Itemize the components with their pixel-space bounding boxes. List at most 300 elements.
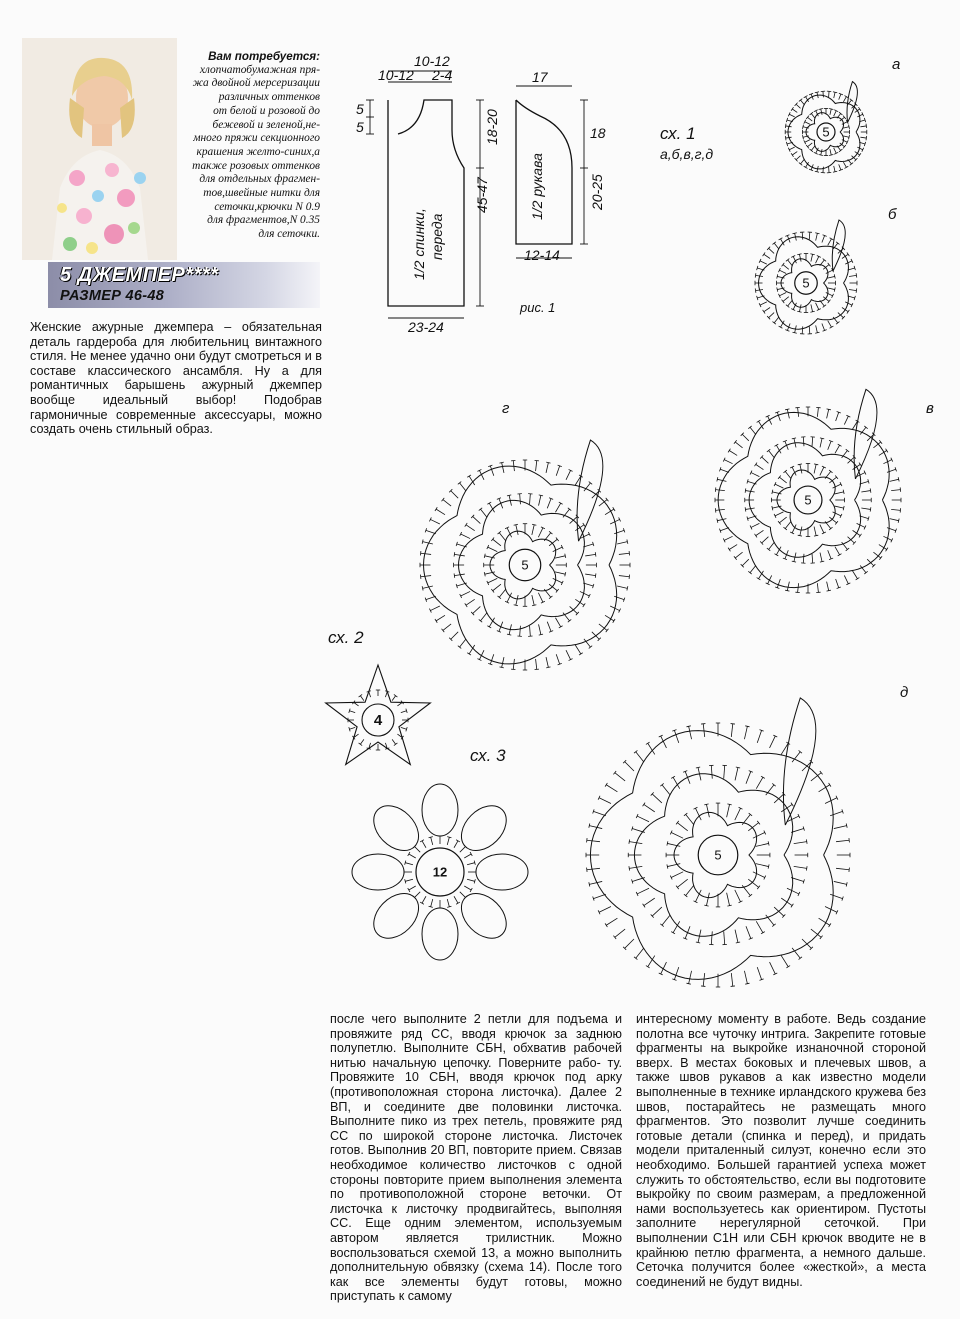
stitch-mark xyxy=(686,726,690,727)
stitch-mark xyxy=(652,907,662,916)
stitch-mark xyxy=(751,523,759,527)
stitch-mark xyxy=(435,507,437,511)
dim-length: 45-47 xyxy=(474,177,490,213)
stitch-mark xyxy=(394,694,398,697)
stitch-mark xyxy=(866,124,867,128)
stitch-mark xyxy=(815,233,819,234)
stitch-mark xyxy=(539,495,541,505)
stitch-mark xyxy=(801,159,805,164)
stitch-mark xyxy=(816,325,818,332)
stitch-mark xyxy=(606,785,617,792)
stitch-mark xyxy=(842,254,848,258)
stitch-mark xyxy=(643,904,645,908)
stitch-mark xyxy=(532,605,536,606)
stitch-mark xyxy=(536,659,537,669)
stitch-mark xyxy=(514,524,518,525)
stitch-mark xyxy=(431,899,433,907)
dim-top-right: 2-4 xyxy=(432,67,453,83)
stitch-mark xyxy=(587,840,600,841)
stitch-mark xyxy=(755,463,757,467)
stitch-mark xyxy=(405,863,413,865)
stitch-mark xyxy=(757,420,761,422)
stitch-mark xyxy=(791,153,793,157)
stitch-mark xyxy=(443,500,451,507)
stitch-mark xyxy=(474,861,475,865)
stitch-mark xyxy=(745,507,746,511)
stitch-mark xyxy=(829,783,831,787)
stitch-mark xyxy=(606,918,617,925)
stitch-mark xyxy=(585,554,595,556)
stitch-mark xyxy=(711,765,712,778)
stitch-mark xyxy=(431,837,433,845)
materials-line: различных оттенков xyxy=(218,91,320,104)
dim-sleeve-bottom: 12-14 xyxy=(524,247,560,263)
stitch-mark xyxy=(836,840,849,841)
materials-line: также розовых оттенков xyxy=(192,159,320,172)
stitch-mark xyxy=(764,308,770,312)
stitch-mark xyxy=(423,542,433,544)
stitch-mark xyxy=(429,906,433,907)
stitch-mark xyxy=(803,125,804,129)
stitch-mark xyxy=(786,126,792,127)
stitch-mark xyxy=(632,878,645,882)
stitch-mark xyxy=(814,464,816,473)
stitch-mark xyxy=(720,469,729,472)
stitch-mark xyxy=(819,785,830,792)
stitch-mark xyxy=(853,530,861,535)
stitch-mark xyxy=(799,254,801,261)
stitch-mark xyxy=(695,808,701,820)
stitch-mark xyxy=(514,605,518,606)
stitch-mark xyxy=(735,767,738,780)
stitch-mark xyxy=(615,773,625,781)
stitch-mark xyxy=(822,236,825,243)
stitch-mark xyxy=(409,886,416,890)
stitch-mark xyxy=(756,777,763,788)
stitch-mark xyxy=(760,302,767,305)
dim-sleeve-len: 20-25 xyxy=(589,174,605,210)
fig-label: рис. 1 xyxy=(520,300,556,315)
stitch-mark xyxy=(816,256,819,263)
stitch-mark xyxy=(589,882,590,886)
stitch-mark xyxy=(736,767,740,768)
stitch-mark xyxy=(834,166,835,172)
stitch-mark xyxy=(696,942,700,943)
stitch-mark xyxy=(808,117,813,121)
stitch-mark xyxy=(532,524,536,525)
stitch-mark xyxy=(846,823,847,827)
stitch-mark xyxy=(753,832,765,838)
materials-line: для фрагментов,N 0.35 xyxy=(207,214,320,227)
stitch-mark xyxy=(436,509,445,515)
scheme1-subtitle: а,б,в,г,д xyxy=(660,146,714,162)
materials-heading: Вам потребуется: xyxy=(208,50,320,63)
stitch-mark xyxy=(735,890,741,902)
stitch-mark xyxy=(652,794,662,803)
stitch-mark xyxy=(887,528,896,531)
stitch-mark xyxy=(671,872,683,878)
stitch-mark xyxy=(843,162,846,167)
stitch-mark xyxy=(890,519,899,521)
stitch-mark xyxy=(802,326,803,333)
stitch-mark xyxy=(360,696,364,701)
stitch-mark xyxy=(870,507,871,511)
stitch-mark xyxy=(835,445,840,453)
leaf-appendage xyxy=(847,82,857,123)
stitch-mark xyxy=(728,548,730,552)
stitch-mark xyxy=(859,463,861,467)
row-number: 5 xyxy=(804,492,812,508)
stitch-mark xyxy=(843,490,844,494)
stitch-mark xyxy=(566,470,571,479)
stitch-mark xyxy=(820,438,824,439)
stitch-mark xyxy=(774,243,779,249)
stitch-mark xyxy=(803,135,804,139)
stitch-mark xyxy=(744,726,747,739)
daisy-petal xyxy=(476,854,528,890)
stitch-mark xyxy=(805,140,810,143)
stitch-mark xyxy=(451,632,458,639)
stitch-mark xyxy=(772,506,773,510)
stitch-mark xyxy=(359,694,363,697)
stitch-mark xyxy=(829,109,833,110)
paragraph: интересному моменту в работе. Ведь создание полотна все чуточку интрига. Закрепите готовые фрагменты на выкройке изнаночной стороной вверх. В местах боковых и плечевых швов, а также швов рукавов а как известно модели выполненные в технике ирландского кружева без швов, постарайтесь не размещать много фрагментов. Это позволит лучше соединить готовые детали (спинка и перед), и придать модели приталенный силуэт, конечно если это необходимо. Большей гарантией успеха может служить то обстоятельство, если вы подготовите выкройку по своим размерам, а предложенной нами воспользуетесь как ориентиром. Пустоты заполните нерегулярной сеточкой. При выполнении С1Н или СБН крючок вводите не в крайнюю петлю фрагмента, а немного дальше. Сеточка получится более «жесткой», а места соединений не будут видны. xyxy=(636,1012,926,1289)
daisy-petal xyxy=(352,854,404,890)
stitch-mark xyxy=(742,559,749,566)
stitch-mark xyxy=(464,886,471,890)
stitch-mark xyxy=(587,868,600,869)
row-number: 5 xyxy=(521,557,529,573)
stitch-mark xyxy=(834,274,835,278)
stitch-mark xyxy=(736,942,740,943)
stitch-mark xyxy=(815,332,819,333)
stitch-mark xyxy=(842,308,848,312)
stitch-mark xyxy=(625,939,634,948)
stitch-mark xyxy=(783,265,789,270)
stitch-mark xyxy=(786,137,792,138)
stitch-mark xyxy=(793,233,797,234)
stitch-mark xyxy=(756,464,764,469)
stitch-mark xyxy=(756,921,763,932)
stitch-mark xyxy=(785,124,786,128)
stitch-mark xyxy=(565,554,566,558)
stitch-mark xyxy=(746,771,751,783)
stitch-mark xyxy=(756,289,763,290)
materials-line: для отдельных фрагмен- xyxy=(199,173,320,186)
stitch-mark xyxy=(793,332,797,333)
stitch-mark xyxy=(890,479,899,481)
stitch-mark xyxy=(816,233,818,240)
stitch-mark xyxy=(474,879,475,883)
stitch-mark xyxy=(735,808,741,820)
stitch-mark xyxy=(826,293,833,296)
stitch-mark xyxy=(556,654,559,664)
stitch-mark xyxy=(802,939,811,948)
stitch-mark xyxy=(828,550,831,559)
stitch-mark xyxy=(856,578,860,580)
stitch-mark xyxy=(792,109,797,112)
stitch-mark xyxy=(811,114,815,119)
stitch-mark xyxy=(499,667,503,668)
stitch-mark xyxy=(695,890,701,902)
stitch-mark xyxy=(768,864,769,868)
stitch-mark xyxy=(814,464,818,465)
stitch-mark xyxy=(820,525,824,533)
stitch-mark xyxy=(435,619,437,623)
stitch-mark xyxy=(401,727,407,729)
stitch-mark xyxy=(781,898,792,905)
stitch-mark xyxy=(465,603,467,607)
stitch-mark xyxy=(467,863,475,865)
stitch-mark xyxy=(827,409,829,418)
stitch-mark xyxy=(614,530,624,533)
stitch-mark xyxy=(436,615,445,621)
stitch-mark xyxy=(546,667,550,668)
stitch-mark xyxy=(810,254,814,255)
stitch-mark xyxy=(546,462,550,463)
stitch-mark xyxy=(827,288,834,290)
stitch-mark xyxy=(833,484,841,488)
text-column-1 xyxy=(30,320,322,437)
stitch-mark xyxy=(735,442,742,448)
materials-line: для сеточки. xyxy=(258,228,320,241)
stitch-mark xyxy=(757,578,761,580)
stitch-mark xyxy=(834,148,837,153)
stitch-mark xyxy=(717,519,718,523)
stitch-mark xyxy=(849,135,850,139)
stitch-mark xyxy=(349,711,355,713)
stitch-mark xyxy=(792,561,796,562)
stitch-mark xyxy=(632,829,645,833)
stitch-mark xyxy=(490,654,493,664)
stitch-mark xyxy=(502,657,504,667)
stitch-mark xyxy=(546,463,548,473)
stitch-mark xyxy=(785,409,789,410)
stitch-mark xyxy=(777,412,780,421)
stitch-mark xyxy=(779,270,786,273)
stitch-mark xyxy=(454,573,455,577)
stitch-mark xyxy=(553,578,562,583)
stitch-mark xyxy=(785,471,791,478)
stitch-mark xyxy=(820,553,822,562)
stitch-mark xyxy=(727,893,730,906)
stitch-mark xyxy=(751,473,759,477)
stitch-mark xyxy=(791,803,793,807)
stitch-mark xyxy=(686,885,694,895)
stitch-mark xyxy=(460,847,466,853)
stitch-mark xyxy=(426,530,436,533)
stitch-mark xyxy=(467,475,471,477)
stitch-mark xyxy=(808,143,813,147)
stitch-mark xyxy=(794,866,807,868)
stitch-mark xyxy=(835,506,844,508)
stitch-mark xyxy=(774,317,779,323)
stitch-mark xyxy=(800,527,802,536)
stitch-mark xyxy=(369,691,371,697)
stitch-mark xyxy=(820,467,824,475)
stitch-mark xyxy=(555,572,565,574)
stitch-mark xyxy=(849,125,850,129)
scheme3-title: сх. 3 xyxy=(470,746,506,765)
stitch-mark xyxy=(724,765,725,778)
stitch-mark xyxy=(555,503,560,512)
stitch-mark xyxy=(799,304,801,311)
stitch-mark xyxy=(763,252,765,256)
stitch-mark xyxy=(430,519,439,524)
stitch-mark xyxy=(589,826,602,829)
stitch-mark xyxy=(836,412,839,421)
scheme-label-b: б xyxy=(888,206,897,223)
stitch-mark xyxy=(729,545,737,550)
stitch-mark xyxy=(422,896,426,903)
stitch-mark xyxy=(706,893,709,906)
stitch-mark xyxy=(555,618,560,627)
stitch-mark xyxy=(575,645,581,654)
row-number: 5 xyxy=(822,124,830,140)
stitch-mark xyxy=(836,579,839,588)
stitch-mark xyxy=(820,561,824,562)
stitch-mark xyxy=(757,967,761,979)
stitch-mark xyxy=(755,273,756,277)
stitch-mark xyxy=(499,589,506,597)
stitch-mark xyxy=(835,547,840,555)
stitch-mark xyxy=(853,571,858,579)
stitch-mark xyxy=(614,596,624,599)
back-label-2: переда xyxy=(429,213,445,260)
stitch-mark xyxy=(467,879,475,881)
scheme2-title: сх. 2 xyxy=(328,628,364,647)
materials-line: тов,швейные нитки для xyxy=(203,187,320,200)
stitch-mark xyxy=(731,724,732,737)
stitch-mark xyxy=(589,823,590,827)
stitch-mark xyxy=(646,742,650,744)
stitch-mark xyxy=(745,983,749,984)
stitch-mark xyxy=(605,923,607,927)
stitch-mark xyxy=(461,591,470,596)
stitch-mark xyxy=(787,409,789,418)
stitch-mark xyxy=(856,273,857,277)
stitch-mark xyxy=(834,92,835,98)
stitch-mark xyxy=(833,92,837,93)
stitch-mark xyxy=(686,983,690,984)
stitch-mark xyxy=(802,232,803,239)
stitch-mark xyxy=(532,525,534,535)
stitch-mark xyxy=(858,107,860,111)
stitch-mark xyxy=(805,122,810,125)
stitch-mark xyxy=(696,767,700,768)
stitch-mark xyxy=(461,534,470,539)
stitch-mark xyxy=(499,462,503,463)
dim-sleeve-top: 17 xyxy=(532,69,548,85)
stitch-mark xyxy=(788,300,793,306)
stitch-mark xyxy=(834,111,837,116)
stitch-mark xyxy=(789,147,794,150)
stitch-mark xyxy=(729,451,737,456)
stitch-mark xyxy=(728,449,730,453)
stitch-mark xyxy=(866,136,867,140)
stitch-mark xyxy=(629,842,642,844)
stitch-mark xyxy=(834,287,835,291)
stitch-mark xyxy=(667,864,668,868)
stitch-mark xyxy=(530,494,531,504)
stitch-mark xyxy=(810,311,814,312)
stitch-mark xyxy=(636,752,644,762)
stitch-mark xyxy=(385,691,387,697)
stitch-mark xyxy=(828,321,832,327)
stitch-mark xyxy=(539,624,541,634)
dim-armhole: 18-20 xyxy=(484,109,500,145)
stitch-mark xyxy=(819,155,823,156)
stitch-mark xyxy=(819,918,830,925)
stitch-mark xyxy=(677,879,687,887)
stitch-mark xyxy=(516,595,518,605)
stitch-mark xyxy=(775,512,783,516)
stitch-mark xyxy=(689,726,692,739)
stitch-mark xyxy=(704,905,708,906)
stitch-mark xyxy=(843,127,849,128)
stitch-mark xyxy=(447,837,449,845)
stitch-mark xyxy=(785,590,789,591)
stitch-mark xyxy=(460,639,467,647)
stitch-mark xyxy=(798,408,799,417)
stitch-mark xyxy=(809,326,810,333)
stitch-mark xyxy=(806,839,807,843)
stitch-mark xyxy=(826,270,833,273)
stitch-mark xyxy=(792,752,800,762)
stitch-mark xyxy=(671,832,683,838)
stitch-mark xyxy=(415,847,421,853)
dim-bottom: 23-24 xyxy=(408,319,444,335)
stitch-mark xyxy=(480,509,487,517)
stitch-mark xyxy=(781,956,788,967)
stitch-mark xyxy=(779,517,786,523)
stitch-mark xyxy=(447,899,449,907)
stitch-mark xyxy=(595,552,596,556)
dim-top-left: 10-12 xyxy=(378,67,414,83)
stitch-mark xyxy=(834,881,847,884)
stitch-mark xyxy=(454,841,458,848)
stitch-mark xyxy=(473,606,481,613)
back-label-1: 1/2 спинки, xyxy=(411,208,427,280)
stitch-mark xyxy=(827,582,829,591)
stitch-mark xyxy=(820,438,822,447)
stitch-mark xyxy=(814,527,816,536)
stitch-mark xyxy=(467,653,471,655)
stitch-mark xyxy=(720,528,729,531)
stitch-mark xyxy=(772,490,773,494)
stitch-mark xyxy=(625,762,634,771)
stitch-mark xyxy=(516,525,518,535)
stitch-mark xyxy=(685,926,690,938)
stitch-mark xyxy=(349,727,355,729)
stitch-mark xyxy=(636,948,644,958)
stitch-mark xyxy=(575,525,584,531)
stitch-mark xyxy=(447,837,451,838)
stitch-mark xyxy=(816,303,819,310)
stitch-mark xyxy=(488,547,497,552)
stitch-mark xyxy=(839,94,841,100)
stitch-mark xyxy=(756,864,769,867)
stitch-mark xyxy=(870,488,871,492)
stitch-mark xyxy=(792,152,797,155)
stitch-mark xyxy=(830,149,831,155)
stitch-mark xyxy=(786,966,790,968)
size-label: РАЗМЕР 46-48 xyxy=(60,288,165,304)
stitch-mark xyxy=(762,457,769,463)
stitch-mark xyxy=(539,634,543,635)
stitch-mark xyxy=(724,931,725,944)
stitch-mark xyxy=(769,451,775,458)
